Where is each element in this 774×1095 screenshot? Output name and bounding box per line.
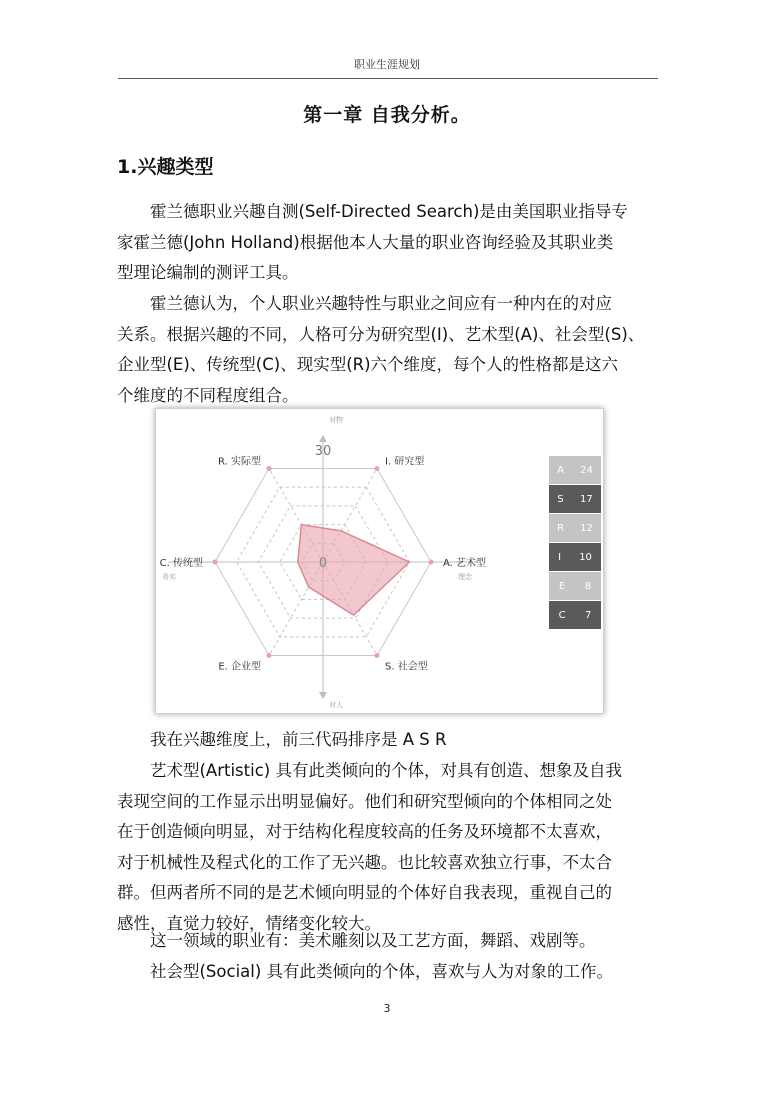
- text-line: 社会型(Social) 具有此类倾向的个体，喜欢与人为对象的工作。: [150, 962, 614, 981]
- text-line: 霍兰德职业兴趣自测(Self-Directed Search)是由美国职业指导专: [150, 202, 628, 221]
- text-line: 群。但两者所不同的是艺术倾向明显的个体好自我表现，重视自己的: [117, 883, 612, 902]
- data-area: [298, 525, 410, 615]
- direction-label-top: 对物: [329, 416, 343, 424]
- text-line: 我在兴趣维度上，前三代码排序是 A S R: [150, 730, 447, 749]
- holland-radar-figure: [155, 408, 604, 714]
- page-number: 3: [383, 1002, 391, 1015]
- axis-label-a: A. 艺术型: [443, 558, 487, 569]
- text-line: 霍兰德认为，个人职业兴趣特性与职业之间应有一种内在的对应: [150, 294, 612, 313]
- text-line: 表现空间的工作显示出明显偏好。他们和研究型倾向的个体相同之处: [117, 791, 612, 811]
- legend-key: E: [558, 580, 566, 592]
- vertex-marker-r: [267, 466, 272, 471]
- legend-value: 8: [584, 580, 592, 592]
- legend-item-a: [549, 456, 601, 484]
- paragraph-intro: [117, 197, 662, 289]
- axis-label-i: I. 研究型: [385, 456, 425, 468]
- axis-label-c: C. 传统型: [159, 558, 203, 569]
- section-title: 1.兴趣类型: [117, 156, 214, 178]
- text-line: 企业型(E)、传统型(C)、现实型(R)六个维度，每个人的性格都是这六: [117, 355, 619, 374]
- text-line: 在于创造倾向明显，对于结构化程度较高的任务及环境都不太喜欢，: [117, 822, 612, 841]
- text-line: 艺术型(Artistic) 具有此类倾向的个体，对具有创造、想象及自我: [150, 761, 622, 780]
- paragraph-careers: [117, 926, 662, 957]
- legend-value: 10: [579, 551, 592, 563]
- legend-value: 17: [580, 493, 593, 505]
- legend-item-e: [549, 572, 601, 600]
- axis-label-e: E. 企业型: [218, 661, 261, 673]
- legend-value: 24: [580, 464, 593, 476]
- vertex-marker-a: [429, 560, 434, 565]
- direction-label-left: 务实: [162, 573, 176, 581]
- legend-item-i: [549, 543, 601, 571]
- paragraph-social: [117, 957, 662, 988]
- legend-value: 7: [584, 609, 592, 621]
- radar-chart: [156, 409, 603, 713]
- direction-label-right: 理念: [458, 573, 472, 581]
- legend-item-r: [549, 514, 601, 542]
- legend-key: S: [557, 493, 564, 505]
- header-rule: [118, 78, 658, 79]
- vertex-marker-e: [267, 653, 272, 658]
- score-legend: [549, 456, 601, 630]
- paragraph-code: [117, 725, 662, 756]
- legend-key: A: [557, 464, 564, 476]
- text-line: 对于机械性及程式化的工作了无兴趣。也比较喜欢独立行事，不太合: [117, 852, 612, 872]
- legend-key: I: [558, 551, 562, 563]
- scale-max-label: 30: [314, 444, 332, 459]
- axis-label-s: S. 社会型: [385, 661, 428, 673]
- text-line: 这一领域的职业有：美术雕刻以及工艺方面，舞蹈、戏剧等。: [150, 931, 596, 950]
- chapter-title: 第一章 自我分析。: [303, 104, 471, 126]
- vertex-marker-s: [375, 653, 380, 658]
- scale-min-label: 0: [318, 556, 328, 571]
- legend-key: R: [557, 522, 565, 534]
- vertex-marker-c: [213, 560, 218, 565]
- legend-value: 12: [580, 522, 593, 534]
- text-line: 家霍兰德(John Holland)根据他本人大量的职业咨询经验及其职业类: [117, 232, 614, 252]
- legend-item-s: [549, 485, 601, 513]
- text-line: 型理论编制的测评工具。: [117, 263, 299, 282]
- legend-key: C: [558, 609, 566, 621]
- page-header: 职业生涯规划: [354, 58, 420, 71]
- legend-item-c: [549, 601, 601, 629]
- text-line: 个维度的不同程度组合。: [117, 385, 299, 405]
- direction-label-bottom: 对人: [329, 701, 343, 709]
- text-line: 感性，直觉力较好，情绪变化较大。: [117, 913, 381, 933]
- paragraph-artistic: [117, 756, 662, 939]
- paragraph-dimensions: [117, 289, 662, 411]
- axis-label-r: R. 实际型: [218, 456, 261, 468]
- text-line: 关系。根据兴趣的不同，人格可分为研究型(I)、艺术型(A)、社会型(S)、: [117, 324, 645, 344]
- vertex-marker-i: [375, 466, 380, 471]
- axis-arrow-top: [319, 435, 327, 442]
- axis-arrow-bottom: [319, 692, 327, 699]
